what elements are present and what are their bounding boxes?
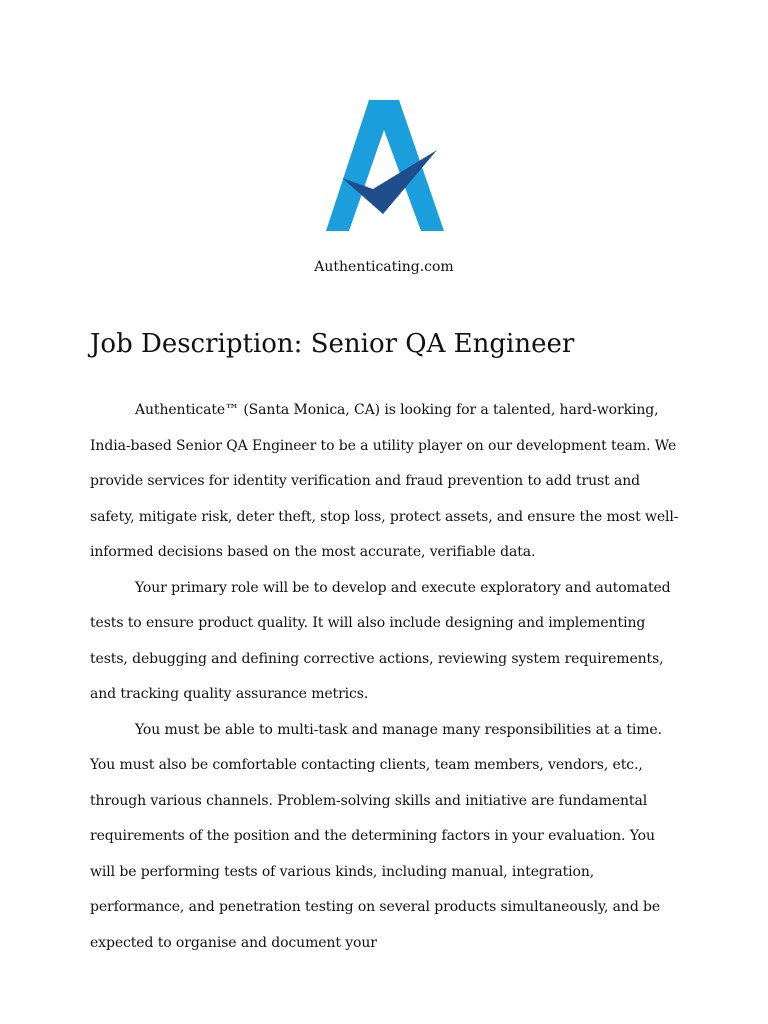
authenticate-logo-icon	[323, 96, 445, 236]
paragraph-company-intro: Authenticate™ (Santa Monica, CA) is looking for a talented, hard-working, India-based Senior QA Engineer to be a utility player on our development team. We provide services for identity verification and fraud prevention to add trust and safety, mitigate risk, deter theft, stop loss, protect assets, and ensure the most well-informed decisions based on the most accurate, verifiable data.	[90, 402, 679, 560]
paragraph-responsibilities: You must be able to multi-task and manage many responsibilities at a time. You must also be comfortable contacting clients, team members, vendors, etc., through various channels. Problem-solving skills and initiative are fundamental requirements of the position and the determining factors in your evaluation. You will be performing tests of various kinds, including manual, integration, performance, and penetration testing on several products simultaneously, and be expected to organise and document your	[90, 721, 662, 951]
site-name: Authenticating.com	[314, 259, 454, 275]
paragraph-primary-role: Your primary role will be to develop and execute exploratory and automated tests to ensure product quality. It will also include designing and implementing tests, debugging and defining corrective actions, reviewing system requirements, and tracking quality assurance metrics.	[90, 579, 671, 702]
job-description-body	[90, 393, 680, 961]
page-title: Job Description: Senior QA Engineer	[90, 329, 575, 359]
